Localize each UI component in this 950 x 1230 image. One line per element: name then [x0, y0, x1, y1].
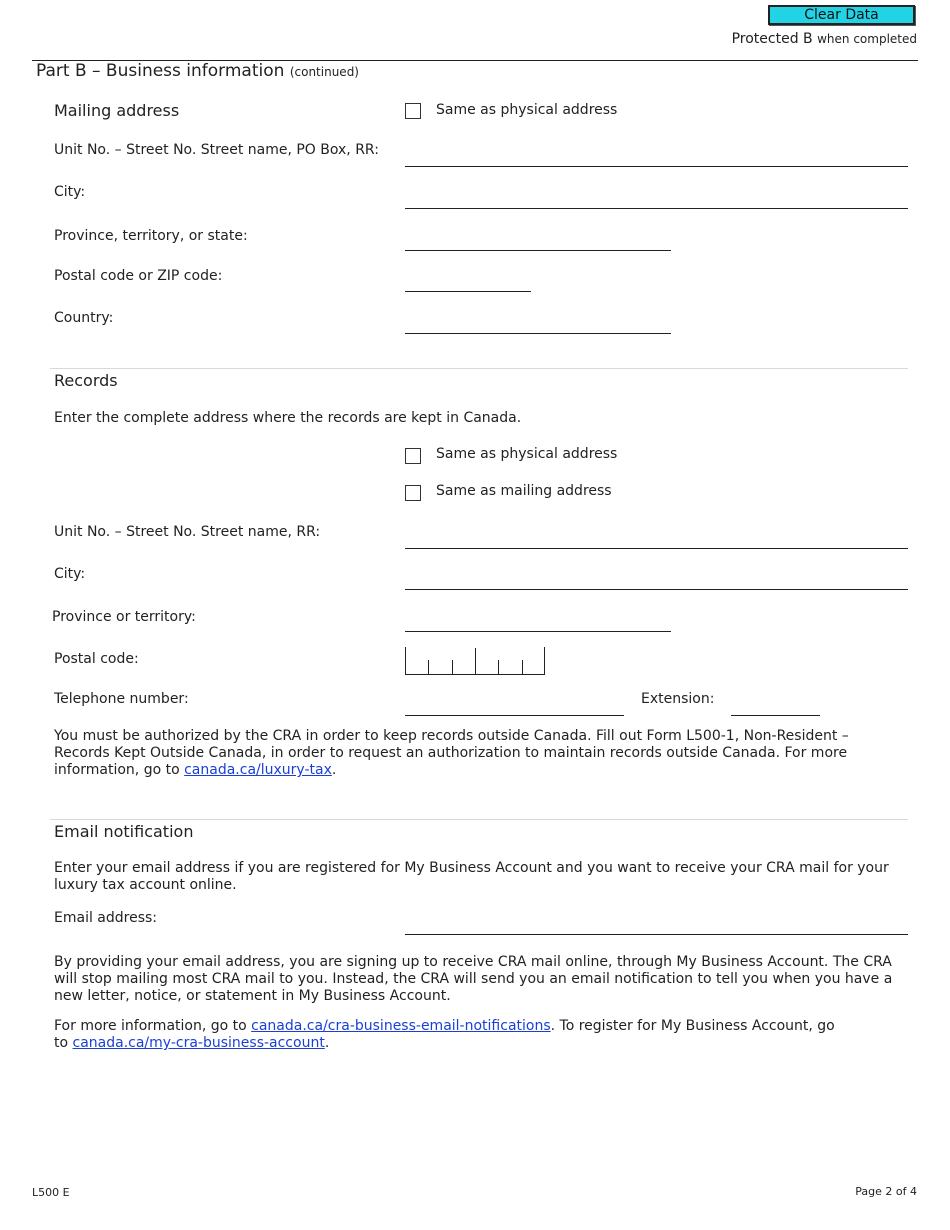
records-phone-label: Telephone number:	[54, 691, 189, 707]
records-title: Records	[54, 371, 118, 390]
mailing-city-label: City:	[54, 184, 86, 200]
email-address-label: Email address:	[54, 910, 158, 926]
email-address-input[interactable]	[405, 918, 908, 935]
page-number: Page 2 of 4	[855, 1185, 917, 1198]
postal-divider	[428, 660, 429, 674]
postal-divider	[452, 660, 453, 674]
records-extension-label: Extension:	[641, 691, 715, 707]
records-street-label: Unit No. – Street No. Street name, RR:	[54, 524, 321, 540]
protected-label	[732, 31, 917, 47]
part-title-text: Part B – Business information	[36, 61, 285, 81]
part-title	[36, 61, 359, 81]
records-intro: Enter the complete address where the records are kept in Canada.	[54, 410, 522, 426]
records-same-physical-checkbox[interactable]	[405, 448, 421, 464]
postal-divider	[498, 660, 499, 674]
mailing-country-label: Country:	[54, 310, 114, 326]
protected-suffix: when completed	[817, 32, 917, 46]
records-note-end: .	[331, 762, 337, 778]
mailing-address-title: Mailing address	[54, 101, 180, 120]
records-phone-input[interactable]	[405, 699, 624, 716]
records-note-text: You must be authorized by the CRA in order to keep records outside Canada. Fill out Form L500-1, Non-Resident – Records Kept Outside Canada, in order to request an authorization to maintain records outside Canada. For more information, go to	[54, 728, 849, 778]
records-note	[54, 728, 904, 779]
records-province-input[interactable]	[405, 615, 671, 632]
records-city-input[interactable]	[405, 573, 908, 590]
mailing-country-input[interactable]	[405, 317, 671, 334]
records-same-mailing-label: Same as mailing address	[436, 483, 612, 499]
luxury-tax-link[interactable]: canada.ca/luxury-tax	[184, 762, 332, 778]
records-postal-input[interactable]	[405, 647, 545, 675]
email-paragraph-2	[54, 1018, 844, 1052]
records-same-physical-label: Same as physical address	[436, 446, 618, 462]
mailing-street-label: Unit No. – Street No. Street name, PO Box, RR:	[54, 142, 379, 158]
records-divider	[50, 368, 908, 369]
part-title-suffix: (continued)	[289, 65, 359, 79]
mailing-same-physical-label: Same as physical address	[436, 102, 618, 118]
mailing-province-input[interactable]	[405, 234, 671, 251]
mailing-same-physical-checkbox[interactable]	[405, 103, 421, 119]
mailing-province-label: Province, territory, or state:	[54, 228, 248, 244]
email-para2-text-b: . To register for My Business Account, go to	[54, 1018, 835, 1051]
email-para2-text-c: .	[324, 1035, 330, 1051]
mailing-street-input[interactable]	[405, 150, 908, 167]
postal-divider	[475, 648, 476, 674]
form-id: L500 E	[32, 1186, 70, 1199]
records-extension-input[interactable]	[731, 699, 820, 716]
records-province-label: Province or territory:	[52, 609, 196, 625]
email-intro: Enter your email address if you are registered for My Business Account and you want to receive your CRA mail for your luxury tax account online.	[54, 860, 889, 893]
business-account-link[interactable]: canada.ca/my-cra-business-account	[72, 1035, 325, 1051]
records-postal-label: Postal code:	[54, 651, 139, 667]
records-same-mailing-checkbox[interactable]	[405, 485, 421, 501]
records-street-input[interactable]	[405, 532, 908, 549]
email-title: Email notification	[54, 822, 194, 841]
postal-divider	[522, 660, 523, 674]
mailing-postal-label: Postal code or ZIP code:	[54, 268, 223, 284]
clear-data-button[interactable]: Clear Data	[768, 5, 915, 25]
email-para2-text-a: For more information, go to	[54, 1018, 252, 1034]
email-paragraph-1: By providing your email address, you are signing up to receive CRA mail online, through My Business Account. The CRA will stop mailing most CRA mail to you. Instead, the CRA will send you an email notification to tell you when you have a new letter, notice, or statement in My Business Account.	[54, 954, 893, 1004]
records-city-label: City:	[54, 566, 86, 582]
mailing-postal-input[interactable]	[405, 275, 531, 292]
protected-text: Protected B	[731, 31, 813, 47]
email-divider	[50, 819, 908, 820]
mailing-city-input[interactable]	[405, 192, 908, 209]
email-notifications-link[interactable]: canada.ca/cra-business-email-notifications	[251, 1018, 551, 1034]
